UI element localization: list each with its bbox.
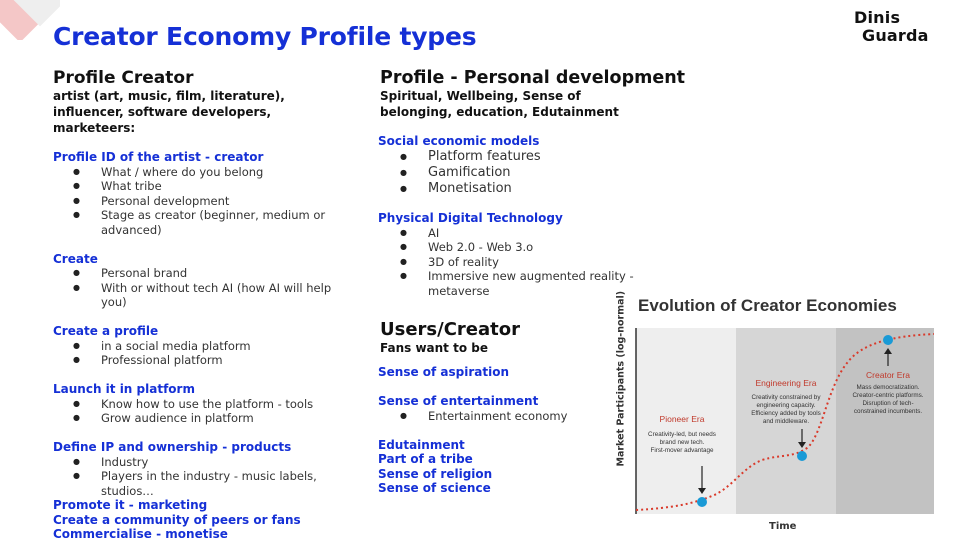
list-item: ● What tribe: [53, 179, 353, 194]
closing-item: Part of a tribe: [378, 452, 473, 466]
personal-development-heading: Profile - Personal development: [380, 68, 686, 88]
bullet-list: [380, 226, 660, 299]
era-desc: Creativity constrained by: [751, 394, 821, 401]
logo-line-2: Guarda: [862, 26, 929, 45]
list-item: ● Monetisation: [380, 181, 670, 197]
bullet-list: [53, 165, 353, 238]
section-title: Social economic models: [378, 134, 540, 148]
chart-plot: [632, 328, 934, 514]
x-axis-label: Time: [769, 521, 797, 532]
list-item: ● With or without tech AI (how AI will help you): [53, 281, 353, 310]
list-item: ● Players in the industry - music labels, studios…: [53, 469, 353, 498]
era-desc: Creativity-led, but needs: [648, 431, 716, 438]
dinis-guarda-logo: [854, 10, 944, 44]
slide-title: Creator Economy Profile types: [53, 22, 477, 51]
creator-marker: [883, 335, 893, 345]
closing-item: Commercialise - monetise: [53, 527, 228, 540]
list-item: ● Personal development: [53, 194, 353, 209]
list-item: ● in a social media platform: [53, 339, 353, 354]
era-desc: First-mover advantage: [650, 447, 714, 454]
list-item: ● Web 2.0 - Web 3.o: [380, 240, 660, 255]
era-label: Creator Era: [866, 370, 910, 380]
closing-item: Promote it - marketing: [53, 498, 208, 512]
list-item: ● Platform features: [380, 149, 670, 165]
section-title: Physical Digital Technology: [378, 211, 563, 225]
bullet-list: [53, 455, 353, 499]
bullet-list: [53, 397, 353, 426]
list-item: ● Immersive new augmented reality - metaverse: [380, 269, 660, 298]
bullet-list: [53, 266, 353, 310]
creator-era-band: [836, 328, 934, 514]
section-title: Sense of aspiration: [378, 365, 510, 379]
personal-development-subheading: Spiritual, Wellbeing, Sense of belonging, education, Edutainment: [380, 89, 619, 119]
bullet-list: [380, 149, 670, 197]
pioneer-marker: [697, 497, 707, 507]
bullet-list: [380, 409, 610, 424]
closing-item: Sense of religion: [378, 466, 493, 481]
personal-development-column: [378, 68, 686, 298]
list-item: ● Know how to use the platform - tools: [53, 397, 353, 412]
era-desc: brand new tech.: [659, 439, 705, 446]
era-desc: constrained incumbents.: [853, 408, 923, 415]
corner-decoration: [0, 0, 60, 40]
users-creator-heading: Users/Creator: [380, 319, 520, 340]
list-item: ● Gamification: [380, 165, 670, 181]
list-item: ● AI: [380, 226, 660, 241]
section-title: Create: [53, 251, 98, 266]
era-desc: Efficiency added by tools: [751, 410, 821, 417]
list-item: ● Entertainment economy: [380, 409, 610, 424]
section-title: Define IP and ownership - products: [53, 440, 292, 454]
era-desc: and middleware.: [762, 418, 810, 425]
era-desc: Creator-centric platforms.: [852, 392, 924, 399]
era-desc: engineering capacity.: [756, 402, 816, 409]
list-item: ● Grow audience in platform: [53, 411, 353, 426]
users-creator-subheading: Fans want to be: [380, 341, 488, 355]
list-item: ● 3D of reality: [380, 255, 660, 270]
section-title: Profile ID of the artist - creator: [53, 150, 264, 164]
profile-creator-subheading: artist (art, music, film, literature), influencer, software developers, marketeers:: [53, 89, 285, 135]
list-item: ● Stage as creator (beginner, medium or advanced): [53, 208, 353, 237]
logo-line-1: Dinis: [854, 8, 901, 27]
era-label: Pioneer Era: [659, 414, 705, 424]
closing-item: Create a community of peers or fans: [53, 512, 301, 527]
section-title: Create a profile: [53, 324, 159, 338]
profile-creator-column: [53, 68, 353, 540]
era-desc: Disruption of tech-: [862, 400, 914, 407]
closing-item: Edutainment: [378, 437, 465, 452]
era-desc: Mass democratization.: [856, 384, 920, 391]
era-label: Engineering Era: [755, 378, 817, 388]
y-axis-label: Market Participants (log-normal): [615, 290, 627, 467]
engineering-marker: [797, 451, 807, 461]
section-title: Launch it in platform: [53, 382, 195, 396]
bullet-list: [53, 339, 353, 368]
list-item: ● Professional platform: [53, 353, 353, 368]
list-item: ● Industry: [53, 455, 353, 470]
chart-title: Evolution of Creator Economies: [638, 296, 897, 315]
users-creator-block: [380, 320, 610, 496]
list-item: ● Personal brand: [53, 266, 353, 281]
closing-item: Sense of science: [378, 481, 491, 495]
list-item: ● What / where do you belong: [53, 165, 353, 180]
creator-economies-chart: [614, 290, 950, 536]
profile-creator-heading: Profile Creator: [53, 68, 194, 88]
section-title: Sense of entertainment: [378, 394, 539, 408]
